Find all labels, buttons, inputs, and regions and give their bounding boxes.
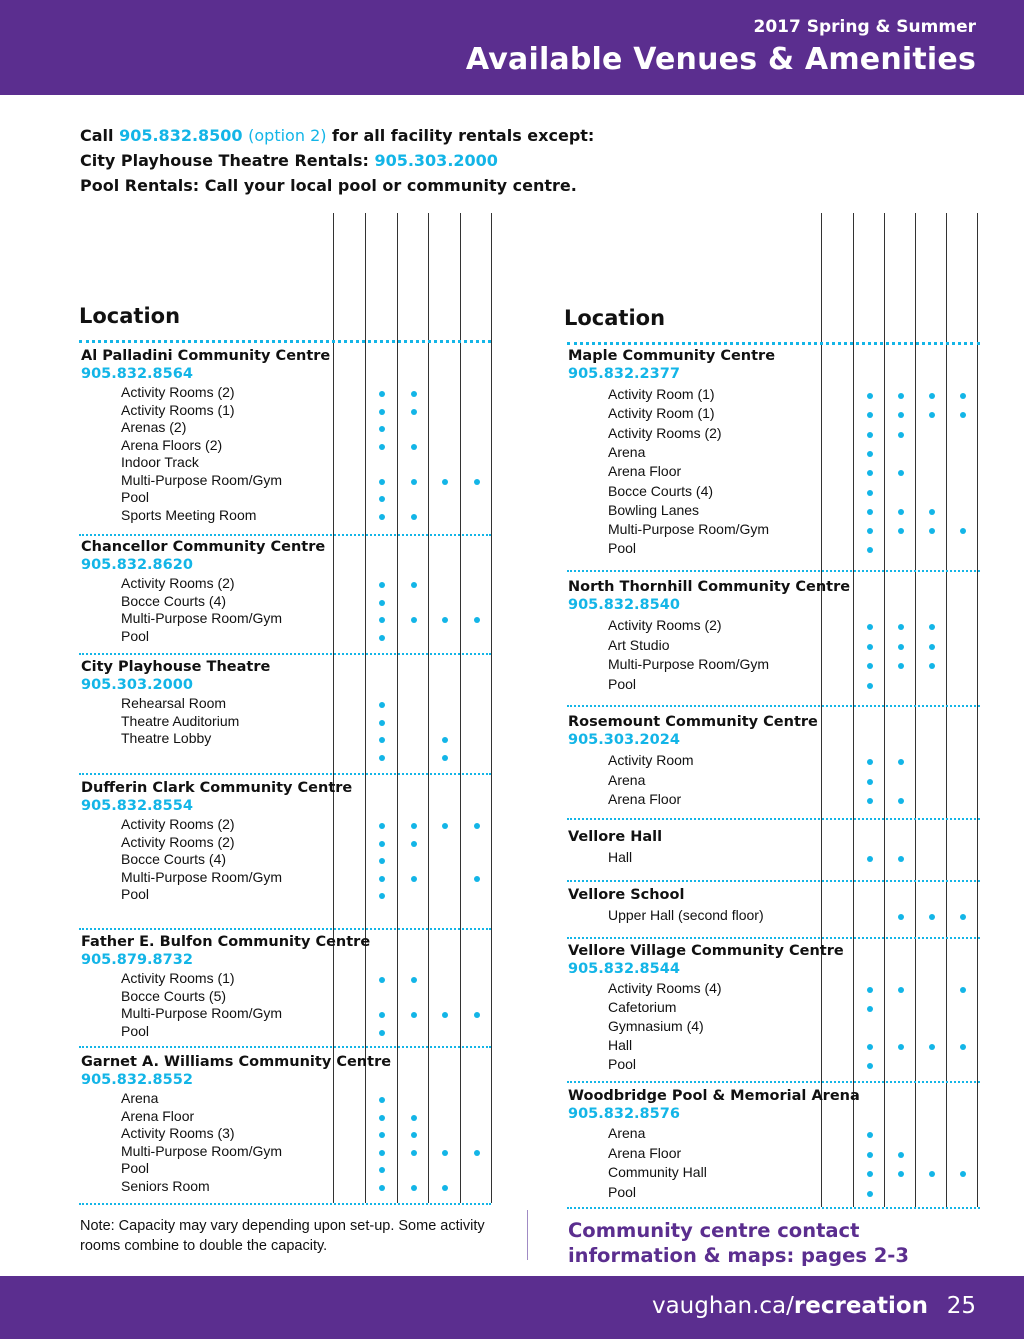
- venue-name: Woodbridge Pool & Memorial Arena: [568, 1088, 860, 1104]
- location-column-header: Location: [564, 306, 666, 330]
- room-name: Community Hall: [608, 1164, 707, 1180]
- venue-phone: 905.832.8554: [81, 798, 193, 814]
- room-name: Seniors Room: [121, 1177, 210, 1194]
- fridge-dot: [442, 1012, 448, 1018]
- room-name: Activity Rooms (2): [121, 833, 235, 850]
- llbo-dot: [898, 432, 904, 438]
- promo-line-1: Community centre contact: [568, 1219, 860, 1242]
- accessible-dot: [379, 409, 385, 415]
- room-name: Multi-Purpose Room/Gym: [121, 868, 283, 885]
- section-dotted-rule: [567, 818, 980, 820]
- accessible-dot: [867, 987, 873, 993]
- accessible-dot: [379, 1115, 385, 1121]
- room-name: Multi-Purpose Room/Gym: [608, 656, 770, 672]
- room-name: Multi-Purpose Room/Gym: [121, 1142, 283, 1159]
- venue-phone: 905.832.8576: [568, 1106, 680, 1122]
- accessible-dot: [379, 1167, 385, 1173]
- llbo-dot: [898, 509, 904, 515]
- room-name: Art Studio: [608, 636, 670, 653]
- accessible-dot: [379, 444, 385, 450]
- venue-name: Al Palladini Community Centre: [81, 348, 331, 364]
- header-subtitle: 2017 Spring & Summer: [753, 17, 976, 37]
- room-name: Theatre Lobby: [121, 730, 212, 746]
- intro-line-3: Pool Rentals: Call your local pool or community centre.: [80, 176, 577, 195]
- accessible-dot: [379, 1012, 385, 1018]
- section-dotted-rule: [79, 534, 491, 536]
- column-rule: [977, 213, 978, 1207]
- stove-dot: [474, 876, 480, 882]
- accessible-dot: [379, 514, 385, 520]
- llbo-dot: [411, 1150, 417, 1156]
- accessible-dot: [867, 470, 873, 476]
- venue-phone: 905.832.8620: [81, 557, 193, 573]
- accessible-dot: [867, 759, 873, 765]
- accessible-dot: [379, 977, 385, 983]
- room-name: Pool: [121, 1022, 150, 1039]
- fridge-dot: [929, 914, 935, 920]
- fridge-dot: [929, 1171, 935, 1177]
- room-name: Pool: [121, 489, 150, 505]
- room-name: Activity Room: [608, 752, 694, 768]
- room-name: Upper Hall (second floor): [608, 907, 764, 923]
- accessible-dot: [379, 600, 385, 606]
- accessible-dot: [379, 823, 385, 829]
- llbo-dot: [898, 644, 904, 650]
- room-name: Pool: [608, 675, 637, 692]
- llbo-dot: [898, 1044, 904, 1050]
- room-name: Theatre Auditorium: [121, 712, 240, 729]
- fridge-dot: [442, 823, 448, 829]
- playhouse-phone-link[interactable]: 905.303.2000: [374, 151, 498, 170]
- venue-phone: 905.832.8540: [568, 597, 680, 613]
- accessible-dot: [379, 1150, 385, 1156]
- room-name: Activity Rooms (2): [121, 816, 235, 832]
- section-dotted-rule: [567, 705, 980, 707]
- room-name: Arena Floor: [608, 463, 682, 480]
- room-name: Bowling Lanes: [608, 501, 700, 518]
- page-header: [0, 0, 1024, 95]
- accessible-dot: [379, 496, 385, 502]
- llbo-dot: [898, 624, 904, 630]
- room-name: Indoor Track: [121, 454, 199, 470]
- accessible-dot: [379, 1030, 385, 1036]
- section-dotted-rule: [79, 773, 491, 775]
- column-rule: [397, 213, 398, 1203]
- room-name: Pool: [121, 886, 150, 902]
- accessible-dot: [379, 479, 385, 485]
- venue-name: North Thornhill Community Centre: [568, 579, 851, 595]
- stove-dot: [960, 1171, 966, 1177]
- accessible-dot: [379, 876, 385, 882]
- llbo-dot: [411, 841, 417, 847]
- fridge-dot: [442, 1150, 448, 1156]
- column-rule: [460, 213, 461, 1203]
- page-number: 25: [946, 1293, 976, 1319]
- venue-name: Father E. Bulfon Community Centre: [81, 934, 371, 950]
- accessible-dot: [379, 1185, 385, 1191]
- room-name: Arena: [608, 1125, 646, 1141]
- llbo-dot: [898, 470, 904, 476]
- header-title: Available Venues & Amenities: [465, 42, 976, 77]
- room-name: Sports Meeting Room: [121, 506, 257, 523]
- accessible-dot: [867, 412, 873, 418]
- room-name: Multi-Purpose Room/Gym: [121, 471, 283, 488]
- llbo-dot: [898, 759, 904, 765]
- venue-name: Garnet A. Williams Community Centre: [81, 1054, 392, 1070]
- fridge-dot: [929, 509, 935, 515]
- venue-name: Vellore Hall: [568, 829, 663, 845]
- section-dotted-rule: [79, 653, 491, 655]
- venue-name: City Playhouse Theatre: [81, 659, 271, 675]
- room-name: Arena Floor: [121, 1107, 195, 1124]
- accessible-dot: [379, 841, 385, 847]
- venue-phone: 905.832.8564: [81, 366, 193, 382]
- accessible-dot: [867, 683, 873, 689]
- llbo-dot: [411, 444, 417, 450]
- llbo-dot: [898, 987, 904, 993]
- promo-callout: [568, 1218, 909, 1268]
- room-name: Hall: [608, 1037, 633, 1053]
- column-rule: [946, 213, 947, 1207]
- accessible-dot: [867, 779, 873, 785]
- fridge-dot: [929, 663, 935, 669]
- accessible-dot: [867, 1132, 873, 1138]
- room-name: Arena Floors (2): [121, 436, 223, 453]
- llbo-dot: [411, 617, 417, 623]
- venue-name: Vellore School: [568, 887, 685, 903]
- section-dotted-rule: [567, 880, 980, 882]
- location-column-header: Location: [79, 304, 181, 328]
- llbo-dot: [411, 391, 417, 397]
- llbo-dot: [411, 1012, 417, 1018]
- column-rule: [853, 213, 854, 1207]
- accessible-dot: [867, 624, 873, 630]
- room-name: Multi-Purpose Room/Gym: [121, 610, 283, 626]
- llbo-dot: [898, 914, 904, 920]
- room-name: Pool: [608, 1183, 637, 1200]
- section-dotted-rule: [79, 1203, 491, 1205]
- intro-block: [80, 123, 594, 198]
- llbo-dot: [898, 856, 904, 862]
- venue-name: Vellore Village Community Centre: [568, 943, 844, 959]
- fridge-dot: [929, 644, 935, 650]
- accessible-dot: [867, 528, 873, 534]
- accessible-dot: [379, 737, 385, 743]
- rentals-phone-link[interactable]: 905.832.8500: [119, 126, 243, 145]
- llbo-dot: [898, 1171, 904, 1177]
- room-name: Arena: [121, 1090, 159, 1106]
- column-rule: [821, 213, 822, 1207]
- venue-phone: 905.303.2024: [568, 732, 680, 748]
- room-name: Pool: [608, 540, 637, 557]
- room-name: Arena: [608, 771, 646, 788]
- accessible-dot: [867, 393, 873, 399]
- llbo-dot: [411, 823, 417, 829]
- accessible-dot: [867, 1171, 873, 1177]
- fridge-dot: [929, 1044, 935, 1050]
- fridge-dot: [442, 617, 448, 623]
- accessible-dot: [867, 1044, 873, 1050]
- llbo-dot: [411, 409, 417, 415]
- llbo-dot: [898, 1152, 904, 1158]
- llbo-dot: [898, 798, 904, 804]
- fridge-dot: [442, 755, 448, 761]
- accessible-dot: [379, 426, 385, 432]
- section-dotted-rule: [567, 1081, 980, 1083]
- stove-dot: [960, 987, 966, 993]
- llbo-dot: [898, 528, 904, 534]
- intro-line-1: Call 905.832.8500 (option 2) for all facility rentals except:: [80, 126, 595, 145]
- llbo-dot: [411, 479, 417, 485]
- section-dotted-rule: [567, 570, 980, 572]
- stove-dot: [474, 823, 480, 829]
- room-name: Pool: [121, 627, 150, 644]
- section-dotted-rule: [567, 937, 980, 939]
- llbo-dot: [898, 393, 904, 399]
- room-name: Activity Rooms (2): [121, 575, 235, 591]
- accessible-dot: [379, 755, 385, 761]
- room-name: Hall: [608, 849, 633, 865]
- room-name: Activity Rooms (2): [608, 424, 722, 441]
- room-name: Arena Floor: [608, 1144, 682, 1161]
- accessible-dot: [379, 391, 385, 397]
- column-rule: [491, 213, 492, 1203]
- section-dotted-rule: [79, 1046, 491, 1048]
- venue-name: Rosemount Community Centre: [568, 714, 818, 730]
- column-rule: [428, 213, 429, 1203]
- section-dotted-rule: [79, 928, 491, 930]
- llbo-dot: [898, 412, 904, 418]
- accessible-dot: [867, 490, 873, 496]
- llbo-dot: [411, 582, 417, 588]
- accessible-dot: [867, 1063, 873, 1069]
- header-dotted-rule: [567, 342, 980, 345]
- room-name: Activity Rooms (1): [121, 970, 235, 986]
- llbo-dot: [411, 1185, 417, 1191]
- llbo-dot: [411, 514, 417, 520]
- fridge-dot: [929, 412, 935, 418]
- room-name: Activity Rooms (4): [608, 980, 722, 996]
- room-name: Bocce Courts (4): [121, 851, 227, 867]
- fridge-dot: [442, 479, 448, 485]
- capacity-note: Note: Capacity may vary depending upon set-up. Some activity rooms combine to double the capacity.: [80, 1218, 485, 1254]
- stove-dot: [960, 393, 966, 399]
- venue-name: Chancellor Community Centre: [81, 539, 326, 555]
- column-divider: [527, 1210, 528, 1260]
- accessible-dot: [867, 547, 873, 553]
- stove-dot: [960, 528, 966, 534]
- accessible-dot: [867, 1006, 873, 1012]
- room-name: Gymnasium (4): [608, 1018, 704, 1034]
- section-dotted-rule: [567, 1207, 980, 1209]
- column-rule: [915, 213, 916, 1207]
- stove-dot: [960, 1044, 966, 1050]
- room-name: Activity Rooms (2): [608, 617, 722, 633]
- stove-dot: [960, 412, 966, 418]
- venue-name: Maple Community Centre: [568, 348, 776, 364]
- accessible-dot: [379, 720, 385, 726]
- column-rule: [884, 213, 885, 1207]
- intro-line-2: City Playhouse Theatre Rentals: 905.303.2000: [80, 151, 498, 170]
- llbo-dot: [411, 1132, 417, 1138]
- header-dotted-rule: [79, 340, 491, 343]
- room-name: Activity Room (1): [608, 405, 715, 422]
- room-name: Arena Floor: [608, 791, 682, 807]
- room-name: Pool: [121, 1160, 150, 1176]
- accessible-dot: [379, 893, 385, 899]
- fridge-dot: [929, 393, 935, 399]
- venue-phone: 905.303.2000: [81, 677, 193, 693]
- room-name: Multi-Purpose Room/Gym: [608, 521, 770, 538]
- stove-dot: [960, 914, 966, 920]
- accessible-dot: [867, 798, 873, 804]
- venue-phone: 905.879.8732: [81, 952, 193, 968]
- accessible-dot: [867, 644, 873, 650]
- accessible-dot: [379, 858, 385, 864]
- fridge-dot: [442, 1185, 448, 1191]
- accessible-dot: [379, 617, 385, 623]
- accessible-dot: [379, 582, 385, 588]
- room-name: Bocce Courts (4): [121, 592, 227, 609]
- llbo-dot: [411, 876, 417, 882]
- room-name: Activity Rooms (2): [121, 384, 235, 400]
- stove-dot: [474, 617, 480, 623]
- accessible-dot: [379, 635, 385, 641]
- page-footer: [0, 1276, 1024, 1339]
- fridge-dot: [442, 737, 448, 743]
- room-name: Bocce Courts (5): [121, 987, 227, 1004]
- accessible-dot: [867, 856, 873, 862]
- accessible-dot: [379, 702, 385, 708]
- room-name: Activity Rooms (3): [121, 1125, 235, 1141]
- accessible-dot: [867, 432, 873, 438]
- venue-phone: 905.832.2377: [568, 366, 680, 382]
- room-name: Arenas (2): [121, 419, 187, 435]
- venue-phone: 905.832.8552: [81, 1072, 193, 1088]
- accessible-dot: [867, 1152, 873, 1158]
- room-name: Activity Room (1): [608, 386, 715, 402]
- accessible-dot: [379, 1132, 385, 1138]
- fridge-dot: [929, 624, 935, 630]
- llbo-dot: [411, 1115, 417, 1121]
- accessible-dot: [867, 663, 873, 669]
- website-link[interactable]: vaughan.ca/recreation: [651, 1293, 928, 1319]
- accessible-dot: [867, 451, 873, 457]
- accessible-dot: [379, 1097, 385, 1103]
- venue-phone: 905.832.8544: [568, 961, 680, 977]
- room-name: Arena: [608, 443, 646, 460]
- room-name: Activity Rooms (1): [121, 401, 235, 418]
- stove-dot: [474, 1150, 480, 1156]
- room-name: Rehearsal Room: [121, 695, 227, 711]
- room-name: Bocce Courts (4): [608, 482, 714, 499]
- room-name: Pool: [608, 1056, 637, 1072]
- accessible-dot: [867, 509, 873, 515]
- stove-dot: [474, 479, 480, 485]
- stove-dot: [474, 1012, 480, 1018]
- room-name: Multi-Purpose Room/Gym: [121, 1005, 283, 1021]
- llbo-dot: [411, 977, 417, 983]
- promo-line-2: information & maps: pages 2-3: [568, 1244, 909, 1267]
- room-name: Cafetorium: [608, 999, 677, 1015]
- fridge-dot: [929, 528, 935, 534]
- accessible-dot: [867, 1191, 873, 1197]
- venue-name: Dufferin Clark Community Centre: [81, 780, 353, 796]
- llbo-dot: [898, 663, 904, 669]
